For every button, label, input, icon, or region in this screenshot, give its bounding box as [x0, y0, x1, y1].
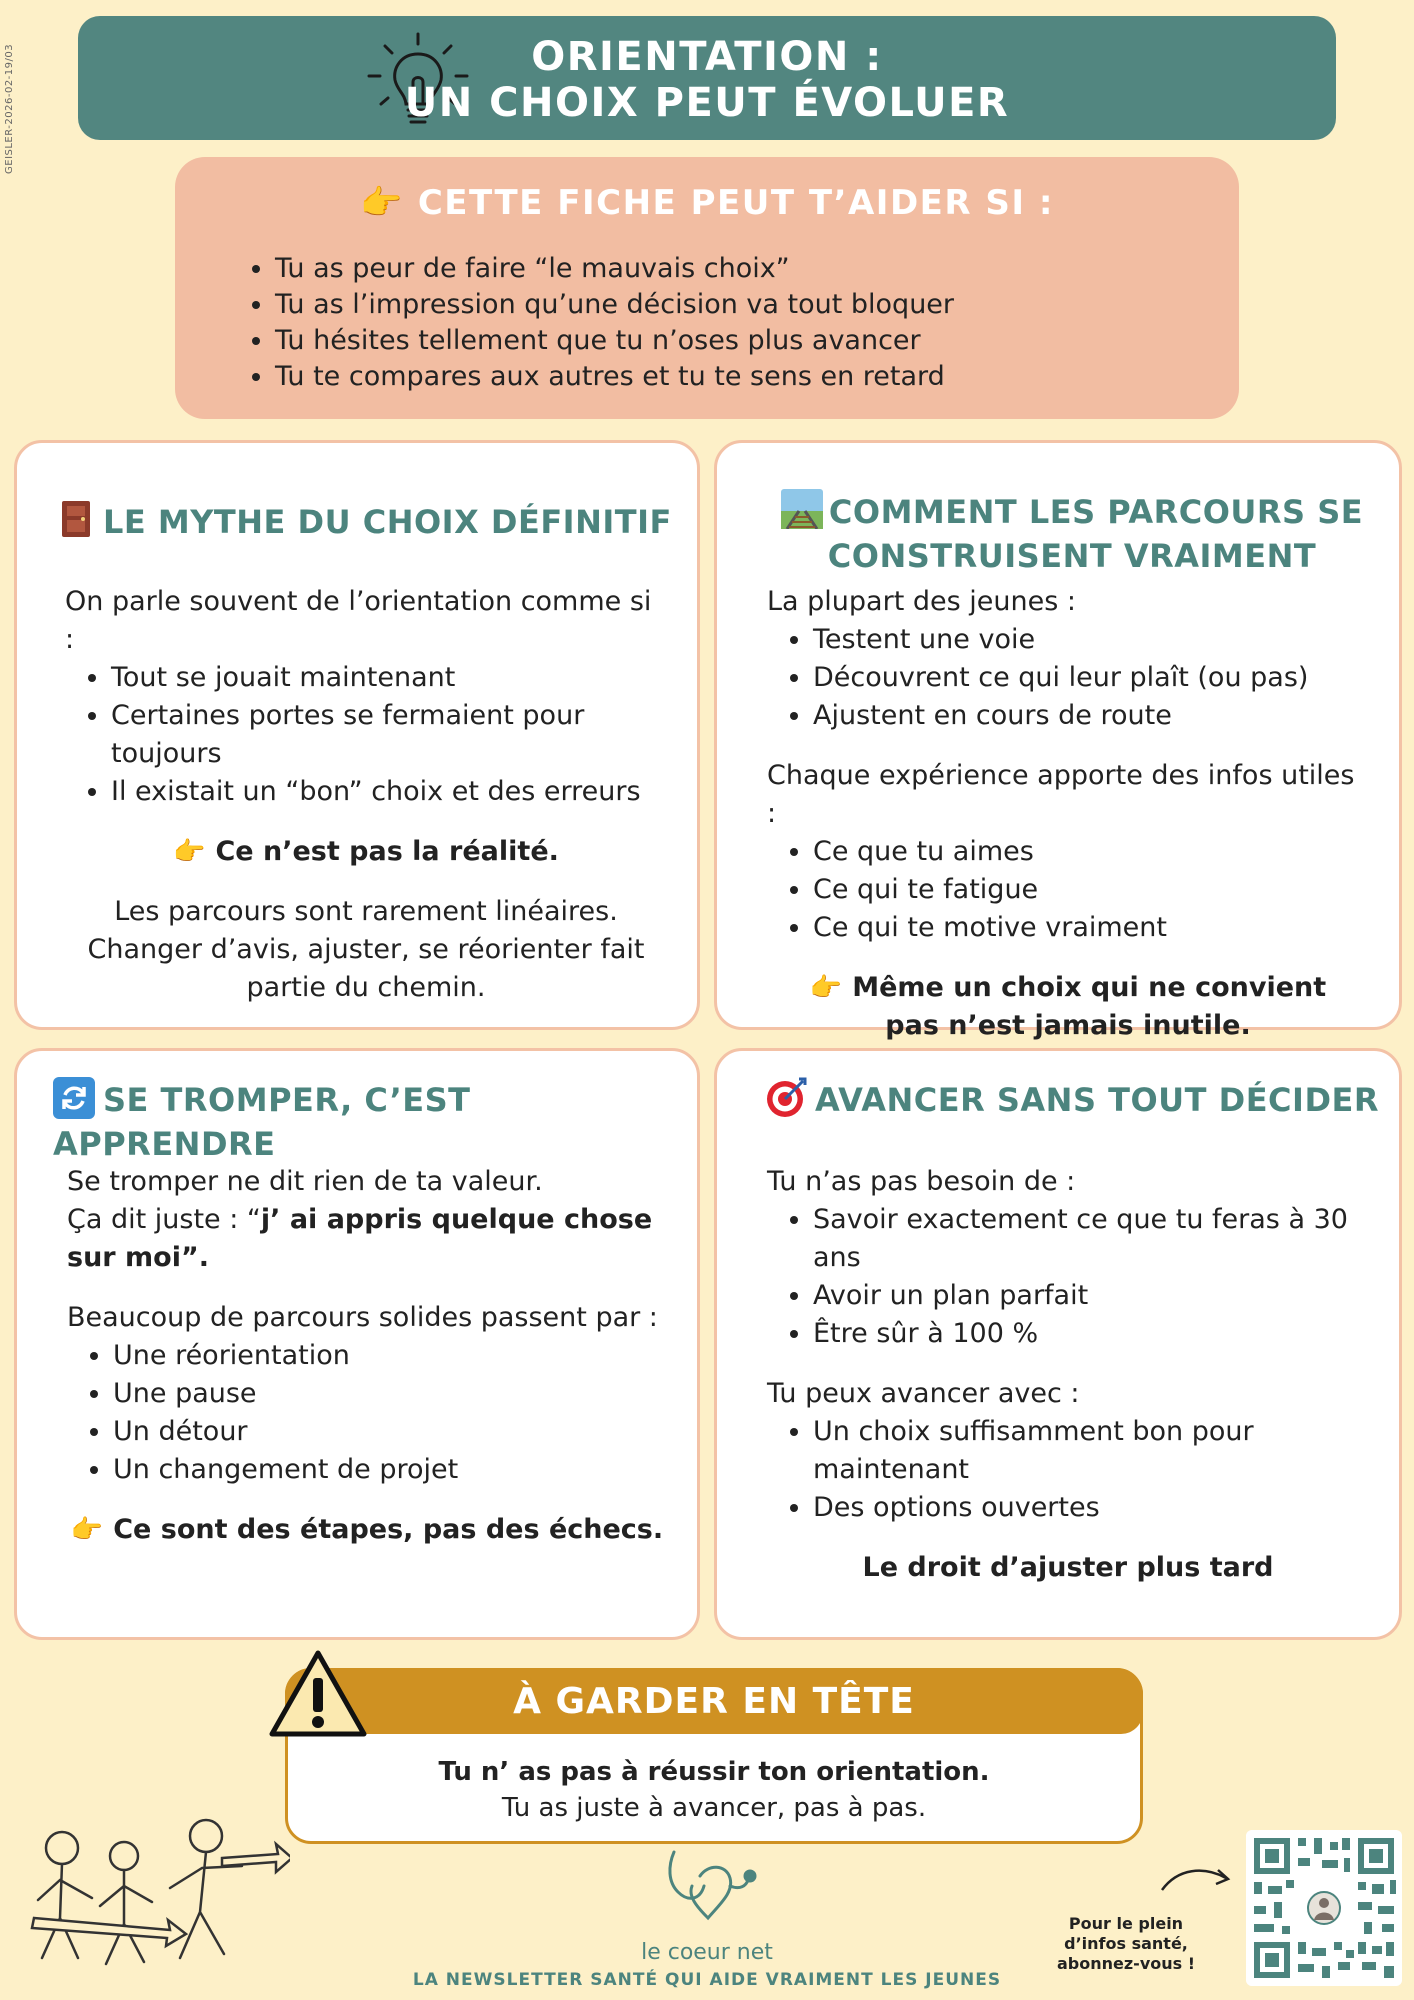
card-mistake — [14, 1048, 700, 1640]
brand-name: le coeur net — [641, 1940, 773, 1965]
list-item: • Avoir un plan parfait — [813, 1277, 1369, 1315]
card-line2: Ça dit juste : “j’ ai appris quelque chose sur moi”. — [67, 1204, 653, 1273]
curved-arrow-icon — [1158, 1860, 1236, 1900]
list-item: • Tu hésites tellement que tu n’oses plus avancer — [275, 323, 954, 359]
card-title: COMMENT LES PARCOURS SE CONSTRUISENT VRAIMENT — [765, 489, 1379, 578]
warning-icon — [268, 1648, 368, 1740]
pointing-hand-icon: 👉 — [70, 1515, 104, 1545]
list-item: • Tout se jouait maintenant — [111, 659, 667, 697]
help-list — [235, 251, 954, 395]
list-item: • Il existait un “bon” choix et des erreurs — [111, 773, 667, 811]
card-title-line2: CONSTRUISENT VRAIMENT — [827, 537, 1317, 575]
card-highlight: Le droit d’ajuster plus tard — [862, 1552, 1274, 1583]
list-item: • Ce que tu aimes — [813, 833, 1369, 871]
list-item: • Un détour — [113, 1413, 667, 1451]
list-item: • Ce qui te motive vraiment — [813, 909, 1369, 947]
list-item: • Une réorientation — [113, 1337, 667, 1375]
card-body — [767, 1163, 1369, 1587]
card-paths — [714, 440, 1402, 1041]
keep-line2: Tu as juste à avancer, pas à pas. — [501, 1793, 927, 1823]
help-title: 👉 CETTE FICHE PEUT T’AIDER SI : — [360, 183, 1054, 223]
card-body — [67, 1163, 667, 1549]
card-highlight: 👉 Ce sont des étapes, pas des échecs. — [70, 1514, 664, 1545]
card-highlight: 👉 Ce n’est pas la réalité. — [173, 836, 559, 867]
card-body — [65, 583, 667, 1007]
list-item: • Savoir exactement ce que tu feras à 30 ans — [813, 1201, 1369, 1277]
card-highlight: 👉 Même un choix qui ne convient pas n’est jamais inutile. — [809, 972, 1327, 1041]
page-title-line2: UN CHOIX PEUT ÉVOLUER — [404, 80, 1010, 126]
keep-title: À GARDER EN TÊTE — [285, 1668, 1143, 1734]
card-intro: La plupart des jeunes : — [767, 586, 1076, 617]
qr-code-icon[interactable] — [1246, 1830, 1402, 1986]
target-icon — [765, 1077, 807, 1119]
card-advance — [714, 1048, 1402, 1640]
list-item: • Un changement de projet — [113, 1451, 667, 1489]
card-intro: Tu n’as pas besoin de : — [767, 1166, 1076, 1197]
list-item: • Certaines portes se fermaient pour toujours — [111, 697, 667, 773]
refresh-arrows-icon — [53, 1077, 95, 1119]
pointing-hand-icon: 👉 — [360, 183, 404, 223]
list-item: • Testent une voie — [813, 621, 1369, 659]
card-title: SE TROMPER, C’EST APPRENDRE — [53, 1077, 677, 1166]
card-conclusion: Les parcours sont rarement linéaires. Changer d’avis, ajuster, se réorienter fait partie du chemin. — [87, 896, 645, 1003]
card-myth — [14, 440, 700, 1030]
list-item: • Découvrent ce qui leur plaît (ou pas) — [813, 659, 1369, 697]
list-item: • Tu te compares aux autres et tu te sens en retard — [275, 359, 954, 395]
list-item: • Ce qui te fatigue — [813, 871, 1369, 909]
list-item: • Tu as peur de faire “le mauvais choix” — [275, 251, 954, 287]
pointing-hand-icon: 👉 — [173, 837, 206, 867]
card-title: AVANCER SANS TOUT DÉCIDER — [765, 1077, 1379, 1122]
card-intro2: Tu peux avancer avec : — [767, 1378, 1080, 1409]
qr-caption: Pour le plein d’infos santé, abonnez-vous ! — [1056, 1914, 1196, 1973]
card-body — [767, 583, 1369, 1045]
stethoscope-heart-icon — [660, 1846, 760, 1938]
list-item: • Des options ouvertes — [813, 1489, 1369, 1527]
railway-track-icon — [781, 489, 823, 529]
door-icon — [59, 499, 93, 539]
list-item: • Une pause — [113, 1375, 667, 1413]
pointing-hand-icon: 👉 — [809, 973, 843, 1003]
list-item: • Un choix suffisamment bon pour maintenant — [813, 1413, 1369, 1489]
card-intro2: Chaque expérience apporte des infos utiles : — [767, 760, 1355, 829]
card-title: LE MYTHE DU CHOIX DÉFINITIF — [59, 499, 677, 544]
page-title-line1: ORIENTATION : — [531, 34, 883, 80]
list-item: • Être sûr à 100 % — [813, 1315, 1369, 1353]
help-box — [175, 157, 1239, 419]
header-banner — [78, 16, 1336, 140]
card-line1: Se tromper ne dit rien de ta valeur. — [67, 1166, 543, 1197]
keep-in-mind-box — [285, 1668, 1143, 1844]
card-intro: On parle souvent de l’orientation comme si : — [65, 586, 652, 655]
brand-tagline: LA NEWSLETTER SANTÉ QUI AIDE VRAIMENT LES JEUNES — [412, 1970, 1002, 1990]
keep-line1: Tu n’ as pas à réussir ton orientation. — [438, 1757, 990, 1787]
list-item: • Ajustent en cours de route — [813, 697, 1369, 735]
list-item: • Tu as l’impression qu’une décision va tout bloquer — [275, 287, 954, 323]
card-intro: Beaucoup de parcours solides passent par : — [67, 1302, 658, 1333]
document-code: GEISLER-2026-02-19/03 — [4, 43, 15, 174]
